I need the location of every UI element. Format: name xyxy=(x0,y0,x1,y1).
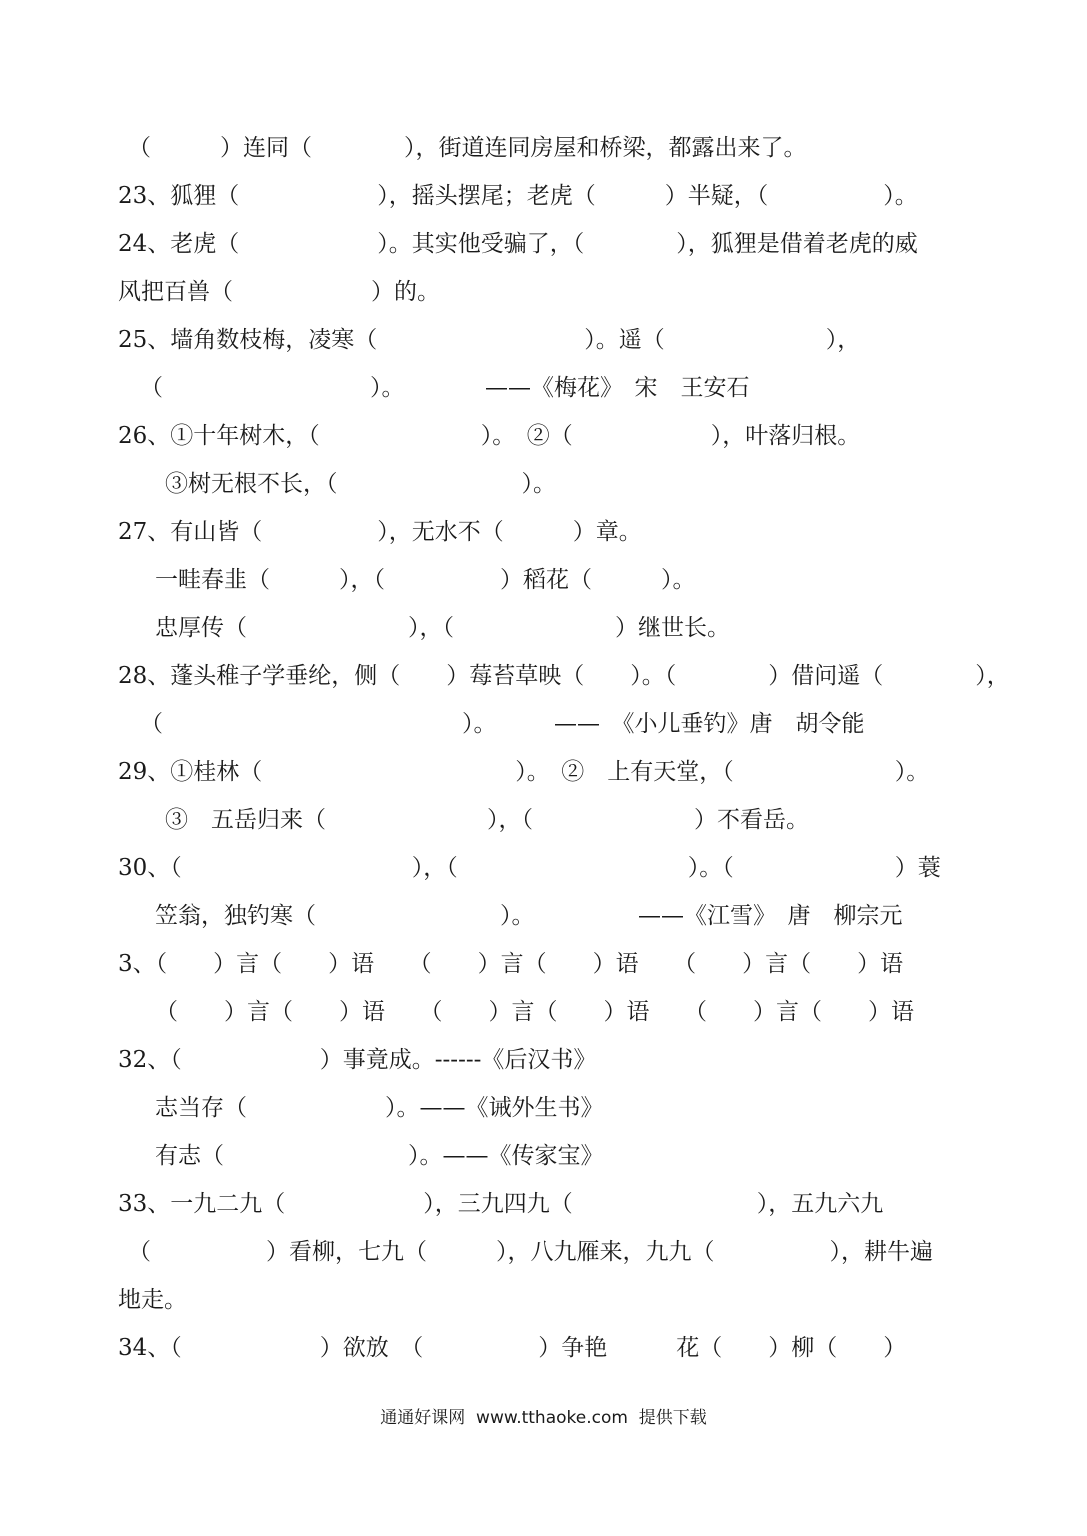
question-29-item-3: ③ 五岳归来（ ），（ ）不看岳。 xyxy=(165,807,809,833)
question-25-continuation: （ ）。 ——《梅花》 宋 王安石 xyxy=(140,375,750,401)
question-28: 28、蓬头稚子学垂纶，侧（ ）莓苔草映（ ）。（ ）借问遥（ ）， xyxy=(118,663,1010,689)
question-27-line-2: 一畦春韭（ ），（ ）稻花（ ）。 xyxy=(155,567,696,593)
question-33-end: 地走。 xyxy=(118,1287,187,1313)
question-31: 3、（ ）言（ ）语 （ ）言（ ）语 （ ）言（ ）语 xyxy=(118,951,904,977)
question-28-continuation: （ ）。 —— 《小儿垂钓》唐 胡令能 xyxy=(140,711,865,737)
question-25: 25、墙角数枝梅，凌寒（ ）。遥（ ）， xyxy=(118,327,861,353)
question-26-item-3: ③树无根不长，（ ）。 xyxy=(165,471,556,497)
question-27-line-3: 忠厚传（ ），（ ）继世长。 xyxy=(155,615,730,641)
question-24: 24、老虎（ ）。其实他受骗了，（ ），狐狸是借着老虎的威 xyxy=(118,231,918,257)
question-30: 30、（ ），（ ）。（ ）蓑 xyxy=(118,855,941,881)
question-31-line-2: （ ）言（ ）语 （ ）言（ ）语 （ ）言（ ）语 xyxy=(155,999,914,1025)
question-29: 29、①桂林（ ）。 ② 上有天堂，（ ）。 xyxy=(118,759,930,785)
page-footer: 通通好课网 www.tthaoke.com 提供下载 xyxy=(380,1408,707,1428)
question-33-continuation: （ ）看柳，七九（ ），八九雁来，九九（ ），耕牛遍 xyxy=(128,1239,933,1265)
question-30-continuation: 笠翁，独钓寒（ ）。 ——《江雪》 唐 柳宗元 xyxy=(155,903,903,929)
question-26: 26、①十年树木，（ ）。 ②（ ），叶落归根。 xyxy=(118,423,861,449)
question-33: 33、一九二九（ ），三九四九（ ），五九六九 xyxy=(118,1191,884,1217)
question-24-continuation: 风把百兽（ ）的。 xyxy=(118,279,440,305)
question-32-line-2: 志当存（ ）。——《诫外生书》 xyxy=(155,1095,604,1121)
question-32-line-3: 有志（ ）。——《传家宝》 xyxy=(155,1143,604,1169)
question-27: 27、有山皆（ ），无水不（ ）章。 xyxy=(118,519,642,545)
question-23: 23、狐狸（ ），摇头摆尾；老虎（ ）半疑，（ ）。 xyxy=(118,183,918,209)
question-32: 32、（ ）事竟成。------《后汉书》 xyxy=(118,1047,597,1073)
line-22-continuation: （ ）连同（ ），街道连同房屋和桥梁，都露出来了。 xyxy=(128,135,807,161)
question-34: 34、（ ）欲放 （ ）争艳 花（ ）柳（ ） xyxy=(118,1335,907,1361)
